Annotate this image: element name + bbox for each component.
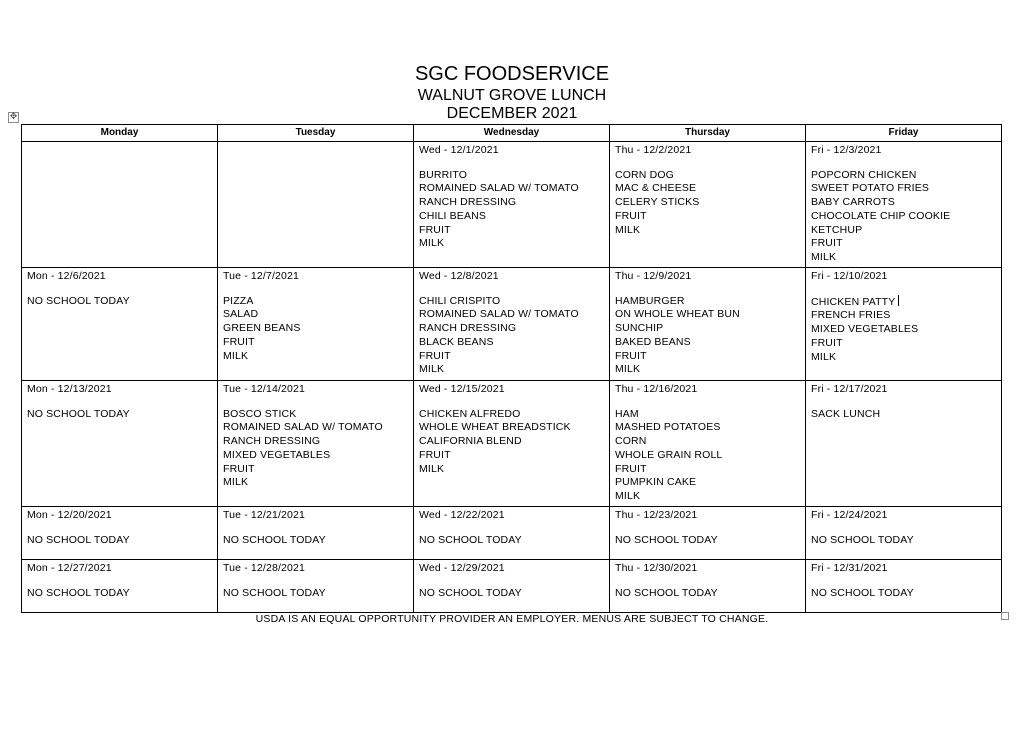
menu-item-text: CHILI BEANS bbox=[419, 209, 487, 222]
menu-item-text: FRUIT bbox=[419, 223, 451, 236]
menu-item bbox=[223, 308, 408, 322]
menu-item-text: MILK bbox=[615, 223, 641, 236]
menu-item-text: PUMPKIN CAKE bbox=[615, 476, 697, 489]
menu-item bbox=[419, 295, 604, 309]
menu-item-text: MILK bbox=[615, 363, 641, 376]
menu-item bbox=[615, 169, 800, 183]
week-row bbox=[22, 381, 1002, 507]
menu-item-text: SWEET POTATO FRIES bbox=[811, 182, 930, 195]
menu-item-text: NO SCHOOL TODAY bbox=[27, 586, 130, 599]
menu-item-text: MAC & CHEESE bbox=[615, 182, 697, 195]
week-row bbox=[22, 268, 1002, 381]
menu-item bbox=[419, 421, 604, 435]
menu-item-text: FRENCH FRIES bbox=[811, 309, 891, 322]
menu-item-text: CORN DOG bbox=[615, 168, 674, 181]
menu-item-text: BABY CARROTS bbox=[811, 196, 895, 209]
menu-item bbox=[811, 309, 996, 323]
menu-item bbox=[615, 336, 800, 350]
menu-item bbox=[419, 534, 604, 548]
menu-item-text: WHOLE WHEAT BREADSTICK bbox=[419, 421, 571, 434]
menu-item bbox=[811, 182, 996, 196]
menu-item bbox=[27, 534, 212, 548]
menu-item-text: FRUIT bbox=[419, 349, 451, 362]
day-cell bbox=[218, 560, 414, 613]
menu-item bbox=[615, 534, 800, 548]
day-date: Fri - 12/31/2021 bbox=[811, 562, 888, 574]
menu-item-text: CHILI CRISPITO bbox=[419, 294, 501, 307]
menu-item-text: MILK bbox=[419, 363, 445, 376]
day-date: Mon - 12/6/2021 bbox=[27, 270, 106, 282]
menu-item-text: ROMAINED SALAD W/ TOMATO bbox=[419, 308, 579, 321]
day-cell bbox=[22, 507, 218, 560]
menu-item-text: ON WHOLE WHEAT BUN bbox=[615, 308, 740, 321]
menu-item bbox=[615, 435, 800, 449]
header-tuesday: Tuesday bbox=[218, 125, 414, 142]
menu-item bbox=[615, 476, 800, 490]
menu-item bbox=[223, 322, 408, 336]
menu-item bbox=[615, 421, 800, 435]
menu-item-text: MILK bbox=[419, 237, 445, 250]
menu-item-text: RANCH DRESSING bbox=[419, 322, 517, 335]
day-cell bbox=[218, 268, 414, 381]
day-cell bbox=[414, 560, 610, 613]
menu-item-text: NO SCHOOL TODAY bbox=[615, 586, 718, 599]
day-header-row bbox=[22, 125, 1002, 142]
menu-item bbox=[615, 449, 800, 463]
menu-item bbox=[615, 363, 800, 377]
menu-item-text: FRUIT bbox=[811, 336, 843, 349]
day-cell bbox=[610, 507, 806, 560]
menu-item bbox=[615, 196, 800, 210]
menu-item bbox=[419, 322, 604, 336]
menu-item-text: FRUIT bbox=[615, 209, 647, 222]
header-thursday: Thursday bbox=[610, 125, 806, 142]
day-cell bbox=[414, 268, 610, 381]
menu-item bbox=[223, 534, 408, 548]
day-date: Thu - 12/16/2021 bbox=[615, 383, 698, 395]
menu-item-text: HAM bbox=[615, 407, 639, 420]
resize-handle-icon[interactable] bbox=[1001, 612, 1009, 620]
day-date: Thu - 12/9/2021 bbox=[615, 270, 692, 282]
day-date: Tue - 12/14/2021 bbox=[223, 383, 305, 395]
day-date: Mon - 12/20/2021 bbox=[27, 509, 112, 521]
menu-item-text: NO SCHOOL TODAY bbox=[419, 586, 522, 599]
day-cell bbox=[610, 381, 806, 507]
day-date: Wed - 12/15/2021 bbox=[419, 383, 505, 395]
menu-item bbox=[223, 476, 408, 490]
menu-item-text: BLACK BEANS bbox=[419, 335, 494, 348]
menu-item bbox=[419, 182, 604, 196]
menu-item bbox=[615, 587, 800, 601]
menu-item bbox=[419, 196, 604, 210]
document-month: DECEMBER 2021 bbox=[446, 105, 578, 122]
menu-item bbox=[223, 350, 408, 364]
day-date: Tue - 12/28/2021 bbox=[223, 562, 305, 574]
menu-item bbox=[223, 587, 408, 601]
menu-item bbox=[419, 210, 604, 224]
menu-item-text: MILK bbox=[419, 462, 445, 475]
menu-item bbox=[811, 295, 996, 310]
menu-item bbox=[223, 435, 408, 449]
menu-item bbox=[419, 435, 604, 449]
menu-item bbox=[615, 308, 800, 322]
day-date: Thu - 12/2/2021 bbox=[615, 144, 692, 156]
menu-item bbox=[419, 587, 604, 601]
menu-item bbox=[419, 224, 604, 238]
day-date: Tue - 12/7/2021 bbox=[223, 270, 299, 282]
menu-item bbox=[615, 350, 800, 364]
menu-item-text: HAMBURGER bbox=[615, 294, 685, 307]
menu-item-text: KETCHUP bbox=[811, 223, 863, 236]
menu-item-text: MILK bbox=[615, 489, 641, 502]
move-icon[interactable]: ✥ bbox=[9, 112, 18, 122]
menu-item-text: WHOLE GRAIN ROLL bbox=[615, 448, 723, 461]
text-cursor bbox=[898, 295, 899, 306]
menu-item-text: FRUIT bbox=[223, 462, 255, 475]
menu-item bbox=[419, 308, 604, 322]
menu-item bbox=[223, 295, 408, 309]
menu-item bbox=[223, 408, 408, 422]
menu-item bbox=[419, 449, 604, 463]
day-date: Wed - 12/22/2021 bbox=[419, 509, 505, 521]
menu-item-text: FRUIT bbox=[223, 335, 255, 348]
week-row bbox=[22, 560, 1002, 613]
menu-item bbox=[223, 449, 408, 463]
menu-item-text: RANCH DRESSING bbox=[419, 196, 517, 209]
menu-item-text: POPCORN CHICKEN bbox=[811, 168, 917, 181]
menu-item-text: SACK LUNCH bbox=[811, 407, 881, 420]
menu-item bbox=[811, 224, 996, 238]
menu-item-text: FRUIT bbox=[811, 237, 843, 250]
menu-item-text: NO SCHOOL TODAY bbox=[27, 533, 130, 546]
day-cell bbox=[806, 268, 1002, 381]
menu-item-text: NO SCHOOL TODAY bbox=[223, 586, 326, 599]
day-date: Fri - 12/10/2021 bbox=[811, 270, 888, 282]
day-cell bbox=[610, 268, 806, 381]
week-row bbox=[22, 507, 1002, 560]
menu-item-text: ROMAINED SALAD W/ TOMATO bbox=[223, 421, 383, 434]
menu-item bbox=[223, 421, 408, 435]
menu-item-text: NO SCHOOL TODAY bbox=[811, 586, 914, 599]
menu-item-text: FRUIT bbox=[615, 462, 647, 475]
menu-item bbox=[811, 351, 996, 365]
day-date: Fri - 12/17/2021 bbox=[811, 383, 888, 395]
menu-item bbox=[223, 336, 408, 350]
day-date: Wed - 12/1/2021 bbox=[419, 144, 499, 156]
document-subtitle: WALNUT GROVE LUNCH bbox=[417, 87, 607, 104]
menu-item bbox=[615, 182, 800, 196]
menu-item-text: GREEN BEANS bbox=[223, 322, 301, 335]
day-date: Thu - 12/30/2021 bbox=[615, 562, 698, 574]
day-date: Thu - 12/23/2021 bbox=[615, 509, 698, 521]
day-cell bbox=[610, 560, 806, 613]
menu-item-text: RANCH DRESSING bbox=[223, 435, 321, 448]
menu-item bbox=[811, 408, 996, 422]
menu-item-text: PIZZA bbox=[223, 294, 254, 307]
lunch-menu-table bbox=[21, 124, 1002, 613]
menu-item bbox=[419, 363, 604, 377]
day-date: Fri - 12/3/2021 bbox=[811, 144, 882, 156]
menu-item-text: MILK bbox=[223, 349, 249, 362]
day-date: Mon - 12/27/2021 bbox=[27, 562, 112, 574]
day-cell bbox=[22, 142, 218, 268]
menu-item-text: NO SCHOOL TODAY bbox=[27, 407, 130, 420]
day-cell bbox=[414, 381, 610, 507]
menu-item-text: BURRITO bbox=[419, 168, 468, 181]
menu-item-text: CORN bbox=[615, 435, 647, 448]
menu-item bbox=[811, 210, 996, 224]
menu-item bbox=[811, 587, 996, 601]
menu-item bbox=[615, 490, 800, 504]
menu-item-text: CHICKEN ALFREDO bbox=[419, 407, 521, 420]
menu-item-text: MILK bbox=[811, 350, 837, 363]
menu-item bbox=[27, 587, 212, 601]
menu-item bbox=[811, 323, 996, 337]
menu-item bbox=[419, 350, 604, 364]
menu-item bbox=[615, 210, 800, 224]
menu-item bbox=[811, 237, 996, 251]
menu-item-text: CHICKEN PATTY bbox=[811, 295, 896, 308]
menu-item-text: NO SCHOOL TODAY bbox=[27, 294, 130, 307]
menu-item bbox=[27, 295, 212, 309]
header-monday: Monday bbox=[22, 125, 218, 142]
menu-item bbox=[419, 336, 604, 350]
day-cell bbox=[22, 381, 218, 507]
menu-item-text: MIXED VEGETABLES bbox=[223, 448, 331, 461]
day-cell bbox=[22, 560, 218, 613]
menu-item-text: MIXED VEGETABLES bbox=[811, 323, 919, 336]
header-friday: Friday bbox=[806, 125, 1002, 142]
menu-item-text: NO SCHOOL TODAY bbox=[223, 533, 326, 546]
menu-item bbox=[419, 237, 604, 251]
day-cell bbox=[414, 507, 610, 560]
day-date: Wed - 12/8/2021 bbox=[419, 270, 499, 282]
menu-item-text: MILK bbox=[223, 476, 249, 489]
menu-item bbox=[811, 169, 996, 183]
day-cell bbox=[414, 142, 610, 268]
menu-item-text: MILK bbox=[811, 250, 837, 263]
day-cell bbox=[806, 142, 1002, 268]
day-cell bbox=[610, 142, 806, 268]
menu-item bbox=[419, 169, 604, 183]
menu-item bbox=[811, 196, 996, 210]
menu-item bbox=[615, 224, 800, 238]
day-cell bbox=[218, 381, 414, 507]
menu-item-text: SUNCHIP bbox=[615, 322, 664, 335]
menu-item bbox=[615, 295, 800, 309]
menu-item bbox=[811, 337, 996, 351]
menu-item bbox=[419, 408, 604, 422]
menu-item-text: FRUIT bbox=[419, 448, 451, 461]
menu-item-text: BAKED BEANS bbox=[615, 335, 691, 348]
week-row bbox=[22, 142, 1002, 268]
day-date: Mon - 12/13/2021 bbox=[27, 383, 112, 395]
day-cell bbox=[806, 381, 1002, 507]
menu-item-text: BOSCO STICK bbox=[223, 407, 297, 420]
menu-item-text: MASHED POTATOES bbox=[615, 421, 721, 434]
day-cell bbox=[806, 507, 1002, 560]
day-date: Fri - 12/24/2021 bbox=[811, 509, 888, 521]
menu-item-text: FRUIT bbox=[615, 349, 647, 362]
menu-item-text: ROMAINED SALAD W/ TOMATO bbox=[419, 182, 579, 195]
day-cell bbox=[218, 507, 414, 560]
menu-item bbox=[223, 463, 408, 477]
day-date: Tue - 12/21/2021 bbox=[223, 509, 305, 521]
day-cell bbox=[218, 142, 414, 268]
menu-item-text: SALAD bbox=[223, 308, 259, 321]
menu-item-text: CHOCOLATE CHIP COOKIE bbox=[811, 209, 951, 222]
menu-item bbox=[27, 408, 212, 422]
menu-item bbox=[811, 251, 996, 265]
menu-item-text: NO SCHOOL TODAY bbox=[615, 533, 718, 546]
document-title: SGC FOODSERVICE bbox=[414, 63, 610, 85]
menu-item bbox=[615, 322, 800, 336]
menu-item-text: CALIFORNIA BLEND bbox=[419, 435, 522, 448]
menu-item bbox=[811, 534, 996, 548]
day-date: Wed - 12/29/2021 bbox=[419, 562, 505, 574]
menu-item-text: CELERY STICKS bbox=[615, 196, 700, 209]
day-cell bbox=[806, 560, 1002, 613]
menu-item bbox=[615, 408, 800, 422]
menu-item-text: NO SCHOOL TODAY bbox=[811, 533, 914, 546]
footer-note: USDA IS AN EQUAL OPPORTUNITY PROVIDER AN EMPLOYER. MENUS ARE SUBJECT TO CHANGE. bbox=[255, 613, 769, 625]
menu-item bbox=[615, 463, 800, 477]
menu-item-text: NO SCHOOL TODAY bbox=[419, 533, 522, 546]
menu-item bbox=[419, 463, 604, 477]
day-cell bbox=[22, 268, 218, 381]
header-wednesday: Wednesday bbox=[414, 125, 610, 142]
